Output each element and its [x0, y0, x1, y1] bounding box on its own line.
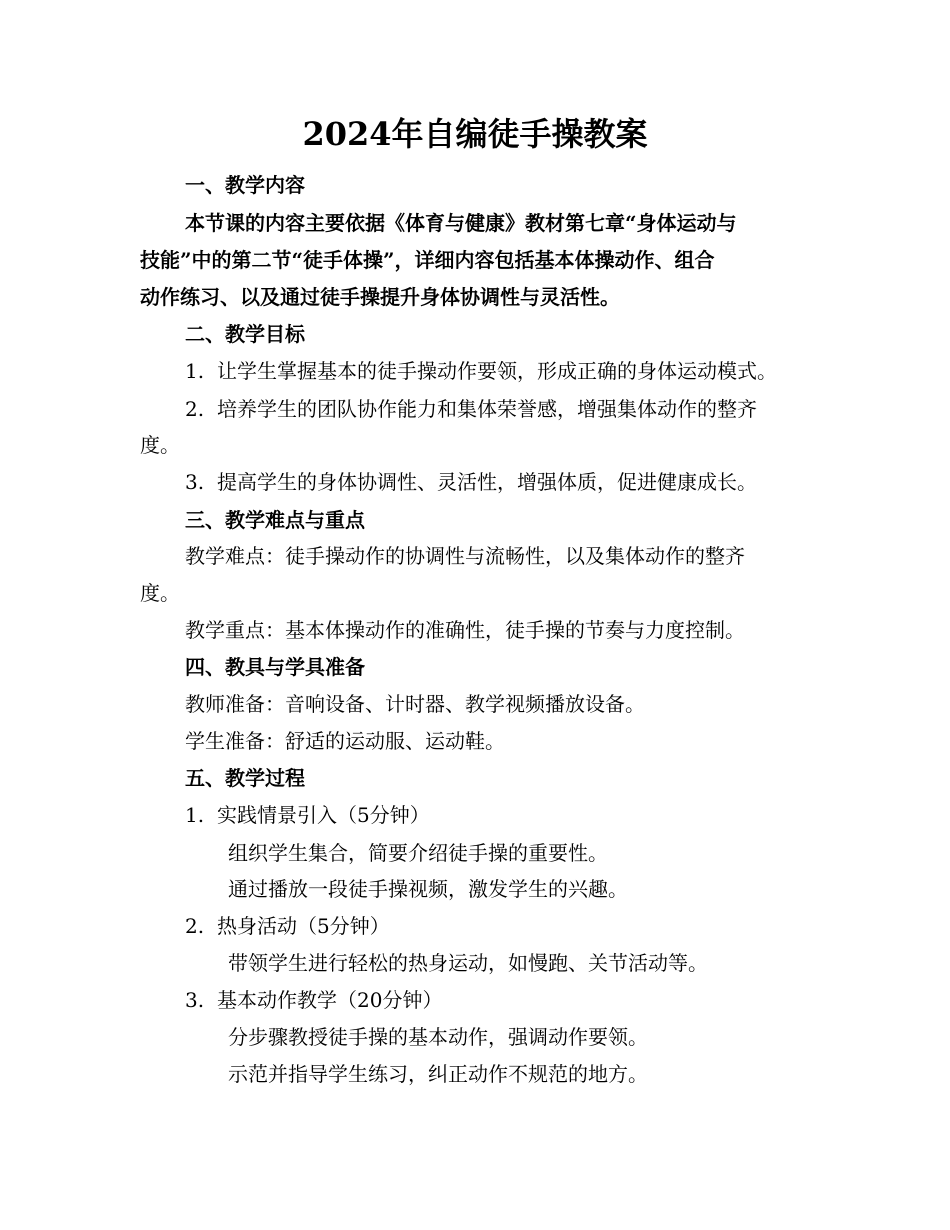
goal-item-3-number: 3. — [185, 470, 205, 494]
section-heading-difficulty: 三、教学难点与重点 — [185, 508, 365, 532]
goal-item-1-number: 1. — [185, 359, 205, 383]
goal-item-2 — [185, 394, 757, 424]
process-step-2-detail-a: 带领学生进行轻松的热身运动，如慢跑、关节活动等。 — [228, 951, 708, 975]
section-heading-goals: 二、教学目标 — [185, 322, 305, 346]
section-heading-content: 一、教学内容 — [185, 173, 305, 197]
process-step-2-text: 热身活动（5分钟） — [217, 914, 390, 938]
goal-item-3 — [185, 467, 757, 497]
content-paragraph-line-1: 本节课的内容主要依据《体育与健康》教材第七章“身体运动与 — [185, 211, 737, 235]
teacher-materials-line: 教师准备：音响设备、计时器、教学视频播放设备。 — [185, 692, 645, 716]
process-step-1-text: 实践情景引入（5分钟） — [217, 803, 430, 827]
section-heading-materials: 四、教具与学具准备 — [185, 655, 365, 679]
content-paragraph-line-2: 技能”中的第二节“徒手体操”，详细内容包括基本体操动作、组合 — [140, 248, 715, 272]
student-materials-line: 学生准备：舒适的运动服、运动鞋。 — [185, 729, 505, 753]
content-paragraph-line-3: 动作练习、以及通过徒手操提升身体协调性与灵活性。 — [140, 285, 620, 309]
difficulty-line-1: 教学难点：徒手操动作的协调性与流畅性，以及集体动作的整齐 — [185, 544, 745, 568]
process-step-3-text: 基本动作教学（20分钟） — [217, 988, 443, 1012]
goal-item-2-number: 2. — [185, 397, 205, 421]
goal-item-3-text: 提高学生的身体协调性、灵活性，增强体质，促进健康成长。 — [217, 470, 757, 494]
goal-item-1-text: 让学生掌握基本的徒手操动作要领，形成正确的身体运动模式。 — [217, 359, 777, 383]
process-step-2 — [185, 911, 390, 941]
goal-item-2-text: 培养学生的团队协作能力和集体荣誉感，增强集体动作的整齐 — [217, 397, 757, 421]
process-step-3-number: 3. — [185, 988, 205, 1012]
process-step-1-detail-a: 组织学生集合，简要介绍徒手操的重要性。 — [228, 841, 608, 865]
goal-item-2-continuation: 度。 — [140, 433, 180, 457]
process-step-3-detail-b: 示范并指导学生练习，纠正动作不规范的地方。 — [228, 1062, 648, 1086]
process-step-2-number: 2. — [185, 914, 205, 938]
key-point-line: 教学重点：基本体操动作的准确性，徒手操的节奏与力度控制。 — [185, 618, 745, 642]
process-step-3 — [185, 985, 442, 1015]
process-step-1 — [185, 800, 430, 830]
process-step-1-number: 1. — [185, 803, 205, 827]
difficulty-line-2: 度。 — [140, 581, 180, 605]
document-title: 2024年自编徒手操教案 — [302, 115, 648, 153]
process-step-3-detail-a: 分步骤教授徒手操的基本动作，强调动作要领。 — [228, 1025, 648, 1049]
section-heading-process: 五、教学过程 — [185, 766, 305, 790]
process-step-1-detail-b: 通过播放一段徒手操视频，激发学生的兴趣。 — [228, 877, 628, 901]
goal-item-1 — [185, 356, 777, 386]
